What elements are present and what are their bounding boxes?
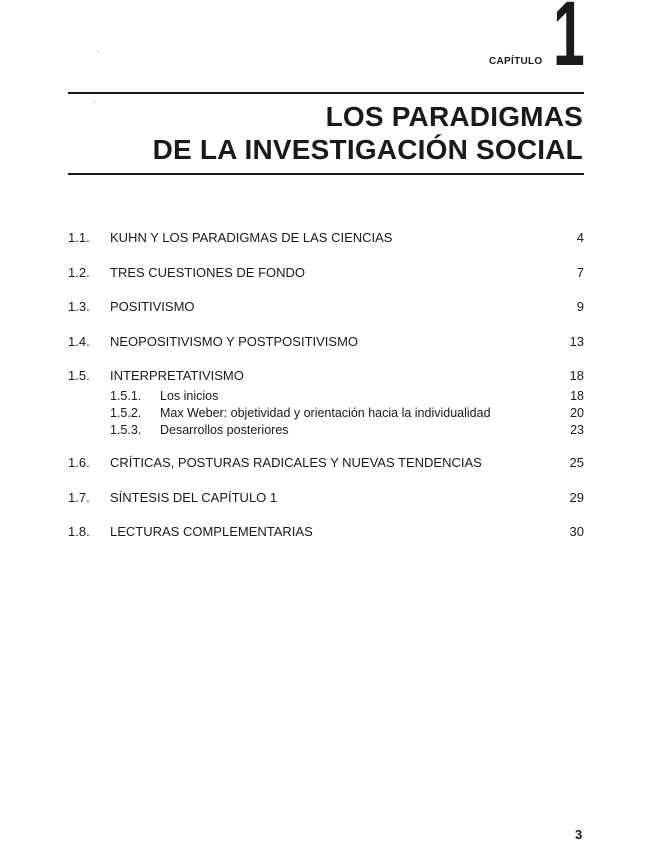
toc-entry-page: 7 bbox=[576, 264, 584, 280]
toc-sub-entry bbox=[68, 388, 584, 405]
chapter-number: 1 bbox=[553, 0, 584, 85]
toc-entry-number: 1.7. bbox=[68, 489, 90, 505]
bottom-rule bbox=[68, 173, 584, 175]
chapter-title-line-1: LOS PARADIGMAS bbox=[325, 101, 583, 132]
toc-sub-entry-number: 1.5.1. bbox=[110, 388, 142, 403]
toc-entry-number: 1.1. bbox=[68, 230, 90, 245]
toc-entry-number: 1.3. bbox=[68, 299, 90, 315]
toc-entry-page: 25 bbox=[569, 454, 584, 470]
toc-sub-entry-number: 1.5.2. bbox=[110, 405, 142, 420]
toc-entry-number: 1.2. bbox=[68, 264, 90, 280]
page-number: 3 bbox=[575, 827, 583, 842]
toc-sub-entry-page: 20 bbox=[570, 405, 584, 420]
toc-sub-entry bbox=[68, 422, 584, 439]
chapter-title-line-2: DE LA INVESTIGACIÓN SOCIAL bbox=[152, 134, 583, 165]
toc-sub-entry-page: 23 bbox=[570, 422, 584, 437]
toc-sub-entry-label: Max Weber: objetividad y orientación hacia la individualidad bbox=[160, 405, 491, 420]
toc-entry-label: SÍNTESIS DEL CAPÍTULO 1 bbox=[110, 489, 278, 505]
toc-entry bbox=[68, 366, 584, 386]
toc-entry-page: 4 bbox=[576, 230, 584, 245]
toc-entry bbox=[68, 228, 584, 248]
toc-entry-page: 13 bbox=[569, 333, 584, 349]
toc-entry-number: 1.4. bbox=[68, 333, 90, 349]
toc-entry-page: 29 bbox=[569, 489, 584, 505]
toc-entry-number: 1.6. bbox=[68, 454, 90, 470]
toc-entry-label: POSITIVISMO bbox=[110, 299, 195, 315]
toc-entry bbox=[68, 297, 584, 317]
toc-entry bbox=[68, 488, 584, 508]
toc-entry-page: 9 bbox=[576, 299, 584, 315]
toc-entry bbox=[68, 453, 584, 473]
toc-sub-entry-number: 1.5.3. bbox=[110, 422, 142, 437]
toc-entry-label: KUHN Y LOS PARADIGMAS DE LAS CIENCIAS bbox=[110, 230, 393, 245]
toc-entry-label: LECTURAS COMPLEMENTARIAS bbox=[110, 524, 313, 540]
top-rule bbox=[68, 92, 584, 94]
toc-entry-number: 1.8. bbox=[68, 524, 90, 540]
toc-sub-entry-label: Los inicios bbox=[160, 388, 219, 403]
toc-sub-entry-label: Desarrollos posteriores bbox=[160, 422, 289, 437]
toc-entry-page: 30 bbox=[569, 524, 584, 540]
table-of-contents bbox=[68, 228, 584, 557]
toc-entry bbox=[68, 263, 584, 283]
toc-entry-label: CRÍTICAS, POSTURAS RADICALES Y NUEVAS TENDENCIAS bbox=[110, 454, 482, 470]
toc-entry-page: 18 bbox=[569, 368, 584, 384]
toc-sub-entry bbox=[68, 405, 584, 422]
toc-sub-entries bbox=[68, 388, 584, 439]
chapter-label: CAPÍTULO bbox=[489, 56, 543, 67]
toc-entry-number: 1.5. bbox=[68, 368, 90, 384]
toc-entry-label: INTERPRETATIVISMO bbox=[110, 368, 244, 384]
toc-sub-entry-page: 18 bbox=[570, 388, 584, 403]
toc-entry bbox=[68, 522, 584, 542]
toc-entry-label: NEOPOSITIVISMO Y POSTPOSITIVISMO bbox=[110, 333, 359, 349]
toc-entry-label: TRES CUESTIONES DE FONDO bbox=[110, 264, 306, 280]
toc-entry bbox=[68, 332, 584, 352]
